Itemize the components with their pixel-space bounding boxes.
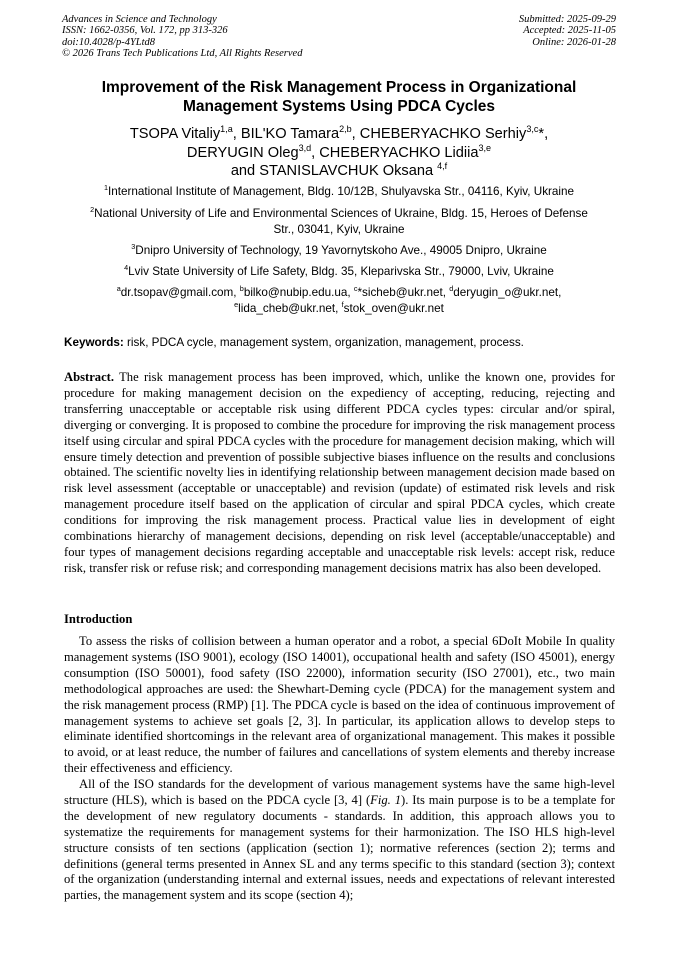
section-heading-introduction: Introduction xyxy=(64,612,133,626)
paragraph-text: ). Its main purpose is to be a template for the development of new regulatory documents - standards. In addition, this approach allows you to systematize the requirements for management systems for their harmonization. The ISO HLS high-level structure consists of ten sections (application (section 1); normative references (section 2); terms and definitions (general terms presented in Annex SL and any terms specific to this standard (section 3); context of the organization (understanding internal and external issues, needs and expectations of relevant interested parties, the management system and its scope (section 4); xyxy=(64,792,615,903)
keywords xyxy=(64,335,616,350)
body-paragraph xyxy=(64,777,615,904)
author-affiliation-mark: 4,f xyxy=(437,161,448,172)
issn-line: ISSN: 1662-0356, Vol. 172, pp 313-326 xyxy=(62,25,228,37)
body-paragraph: To assess the risks of collision between a human operator and a robot, a special 6DoIt Mobile In quality management systems (ISO 9001), ecology (ISO 14001), occupational health and safety (ISO 45001), energy consumption (ISO 50001), food safety (ISO 22000), information security (ISO 27001), etc., two main methodological approaches are used: the Shewhart-Deming cycle (PDCA) for the management system and the risk management process (RMP) [1]. The PDCA cycle is based on the idea of continuous improvement of management systems to achieve set goals [2, 3]. In particular, its application allows to develop steps to eliminate identified shortcomings in the relevant area of organizational management. This makes it possible to avoid, or at least reduce, the number of failures and cancellations of system elements and thereby increase their effectiveness and efficiency. xyxy=(64,634,615,776)
keywords-label: Keywords: xyxy=(64,336,124,349)
paragraph-text: All of the ISO standards for the development of various management systems have the same high-level structure (HLS), which is based on the PDCA cycle [3, 4] ( xyxy=(64,777,615,807)
author-affiliation-mark: 3,d xyxy=(298,142,312,153)
affiliation-text: Dnipro University of Technology, 19 Yavornytskoho Ave., 49005 Dnipro, Ukraine xyxy=(135,244,547,257)
publication-dates xyxy=(519,14,616,48)
email-address[interactable]: *sicheb@ukr.net, xyxy=(357,286,446,299)
title-line: Improvement of the Risk Management Process in Organizational xyxy=(101,79,577,96)
doi-line: doi:10.4028/p-4YLtd8 xyxy=(62,36,156,48)
author-line xyxy=(60,162,618,181)
email-line xyxy=(62,285,616,301)
author-name: TSOPA Vitaliy xyxy=(129,126,221,142)
email-address[interactable]: dr.tsopav@gmail.com, xyxy=(120,286,237,299)
email-mark: c xyxy=(353,284,358,294)
email-address[interactable]: bilko@nubip.edu.ua, xyxy=(243,286,351,299)
author-name: STANISLAVCHUK Oksana xyxy=(259,163,434,179)
author-name: CHEBERYACHKO Serhiy xyxy=(359,126,527,142)
author-affiliation-mark: 1,a xyxy=(220,124,233,135)
email-address[interactable]: lida_cheb@ukr.net, xyxy=(238,301,339,315)
author-name: CHEBERYACHKO Lidiia xyxy=(319,144,479,161)
affiliation-text: International Institute of Management, Bldg. 10/12B, Shulyavska Str., 04116, Kyiv, Ukraine xyxy=(108,185,575,198)
author-list xyxy=(60,125,618,181)
author-line: DERYUGIN Oleg$^{3,d}$, CHEBERYACHKO Lidiia$^{3,e}$ xyxy=(186,142,492,161)
keywords-text: risk, PDCA cycle, management system, organization, management, process. xyxy=(127,336,524,349)
author-affiliation-mark: 2,b xyxy=(339,124,352,135)
author-affiliation-mark: 3,c xyxy=(526,124,539,135)
email-mark: a xyxy=(116,284,121,294)
author-line: TSOPA Vitaliy$^{1,a}$, BIL'KO Tamara$^{2,b}$, CHEBERYACHKO Serhiy$^{3,c}$*, xyxy=(129,124,549,142)
author-affiliation-mark: 3,e xyxy=(478,142,492,153)
email-address[interactable]: stok_oven@ukr.net xyxy=(343,301,444,315)
email-mark: b xyxy=(239,284,244,294)
affiliation-3 xyxy=(62,243,616,259)
email-mark: e xyxy=(234,299,239,309)
author-name: BIL'KO Tamara xyxy=(240,126,340,142)
accepted-date: Accepted: 2025-11-05 xyxy=(523,25,616,37)
affiliation-text: Str., 03041, Kyiv, Ukraine xyxy=(273,222,405,236)
affiliation-number: 4 xyxy=(124,263,129,273)
affiliation-4 xyxy=(62,264,616,280)
affiliation-number: 3 xyxy=(131,242,136,252)
online-date: Online: 2026-01-28 xyxy=(532,36,616,48)
affiliation-text: Lviv State University of Life Safety, Bldg. 35, Kleparivska Str., 79000, Lviv, Ukraine xyxy=(128,265,554,278)
affiliation-2 xyxy=(62,206,616,237)
author-conjunction: and xyxy=(230,163,256,179)
email-mark: f xyxy=(341,299,344,309)
email-line xyxy=(62,301,616,317)
author-emails xyxy=(62,285,616,316)
abstract-text: The risk management process has been improved, which, unlike the known one, provides for procedure for making management decision on the expediency of accepting, reducing, rejecting and transferring unacceptable or acceptable risk using different PDCA cycles types: circular and/or spiral, diverging or converging. It is proposed to combine the procedure for improving the risk management process itself using circular and spiral PDCA cycles with the procedure for management decision making, which will ensure timely detection and prevention of possible subjective biases influence on the results and conclusions obtained. The scientific novelty lies in identifying relationship between management decision made based on risk level assessment (acceptable or unacceptable) and revision (update) of estimated risk levels and risk management procedure itself based on the application of circular and spiral PDCA cycles, which create conditions for improving the risk management process. Practical value lies in development of eight combinations hierarchy of management decisions, depending on risk level (acceptable/unacceptable) and four types of management decisions regarding acceptable and unacceptable risk levels: accept risk, reduce risk, transfer risk or refuse risk; and corresponding management decisions matrix has also been developed. xyxy=(64,370,615,575)
affiliation-text: National University of Life and Environmental Sciences of Ukraine, Bldg. 15, Heroes of Defense xyxy=(94,207,588,220)
affiliation-number: 2 xyxy=(90,205,95,215)
paper-title xyxy=(60,79,618,116)
journal-info xyxy=(62,14,302,59)
affiliation-number: 1 xyxy=(103,183,108,193)
author-name: DERYUGIN Oleg xyxy=(186,144,299,161)
affiliation-1 xyxy=(62,184,616,200)
email-address[interactable]: deryugin_o@ukr.net, xyxy=(453,286,562,299)
copyright-line: © 2026 Trans Tech Publications Ltd, All Rights Reserved xyxy=(62,47,303,59)
title-line: Management Systems Using PDCA Cycles xyxy=(182,97,496,115)
abstract xyxy=(64,370,615,577)
figure-reference[interactable]: Fig. 1 xyxy=(370,792,401,807)
submitted-date: Submitted: 2025-09-29 xyxy=(518,14,616,25)
abstract-label: Abstract. xyxy=(64,370,115,384)
journal-name: Advances in Science and Technology xyxy=(62,14,217,25)
email-mark: d xyxy=(449,284,454,294)
